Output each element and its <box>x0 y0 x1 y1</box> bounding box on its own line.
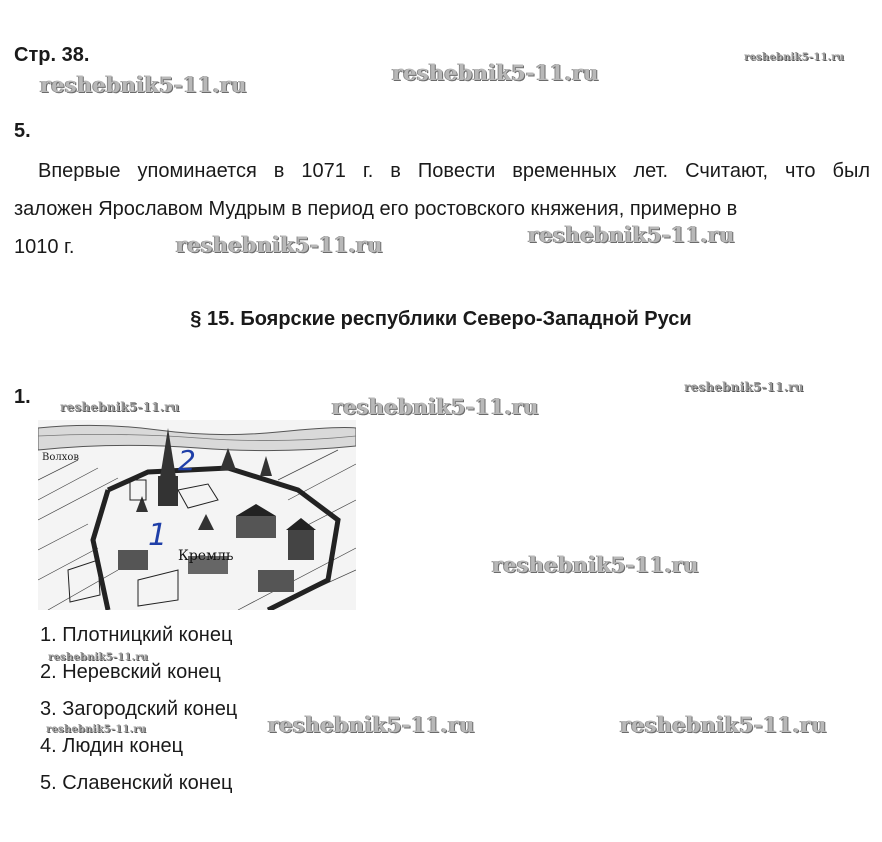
watermark: reshebnik5-11.ru <box>46 724 147 735</box>
map-label-kremlin: Кремль <box>178 548 234 564</box>
task-number: 5. <box>14 120 31 142</box>
watermark: reshebnik5-11.ru <box>528 222 735 247</box>
page-label: Стр. 38. <box>14 44 90 66</box>
map-mark-1: 1 <box>148 518 168 553</box>
list-item: 1. Плотницкий конец <box>40 624 233 646</box>
ends-list <box>40 622 237 807</box>
section-title: § 15. Боярские республики Северо-Западной Руси <box>190 308 692 330</box>
watermark: reshebnik5-11.ru <box>684 380 804 394</box>
list-item: 5. Славенский конец <box>40 772 233 794</box>
watermark: reshebnik5-11.ru <box>392 60 599 85</box>
novgorod-map-image <box>38 420 356 610</box>
list-item: 3. Загородский конец <box>40 698 238 720</box>
watermark: reshebnik5-11.ru <box>176 232 383 257</box>
map-mark-2: 2 <box>178 444 196 477</box>
task-number: 1. <box>14 386 31 408</box>
answer-line: Впервые упоминается в 1071 г. в Повести временных лет. Считают, что был <box>38 160 870 182</box>
map-drawing <box>38 420 356 610</box>
watermark: reshebnik5-11.ru <box>268 712 475 737</box>
watermark: reshebnik5-11.ru <box>492 552 699 577</box>
task-5-answer <box>14 152 870 266</box>
watermark: reshebnik5-11.ru <box>48 652 149 663</box>
list-item: 4. Людин конец <box>40 735 184 757</box>
watermark: reshebnik5-11.ru <box>620 712 827 737</box>
watermark: reshebnik5-11.ru <box>744 52 845 63</box>
map-label-volkhov: Волхов <box>42 452 80 463</box>
watermark: reshebnik5-11.ru <box>332 394 539 419</box>
watermark: reshebnik5-11.ru <box>40 72 247 97</box>
answer-line: 1010 г. <box>14 236 75 258</box>
answer-line: заложен Ярославом Мудрым в период его ростовского княжения, примерно в <box>14 198 738 220</box>
watermark: reshebnik5-11.ru <box>60 400 180 414</box>
list-item: 2. Неревский конец <box>40 661 221 683</box>
